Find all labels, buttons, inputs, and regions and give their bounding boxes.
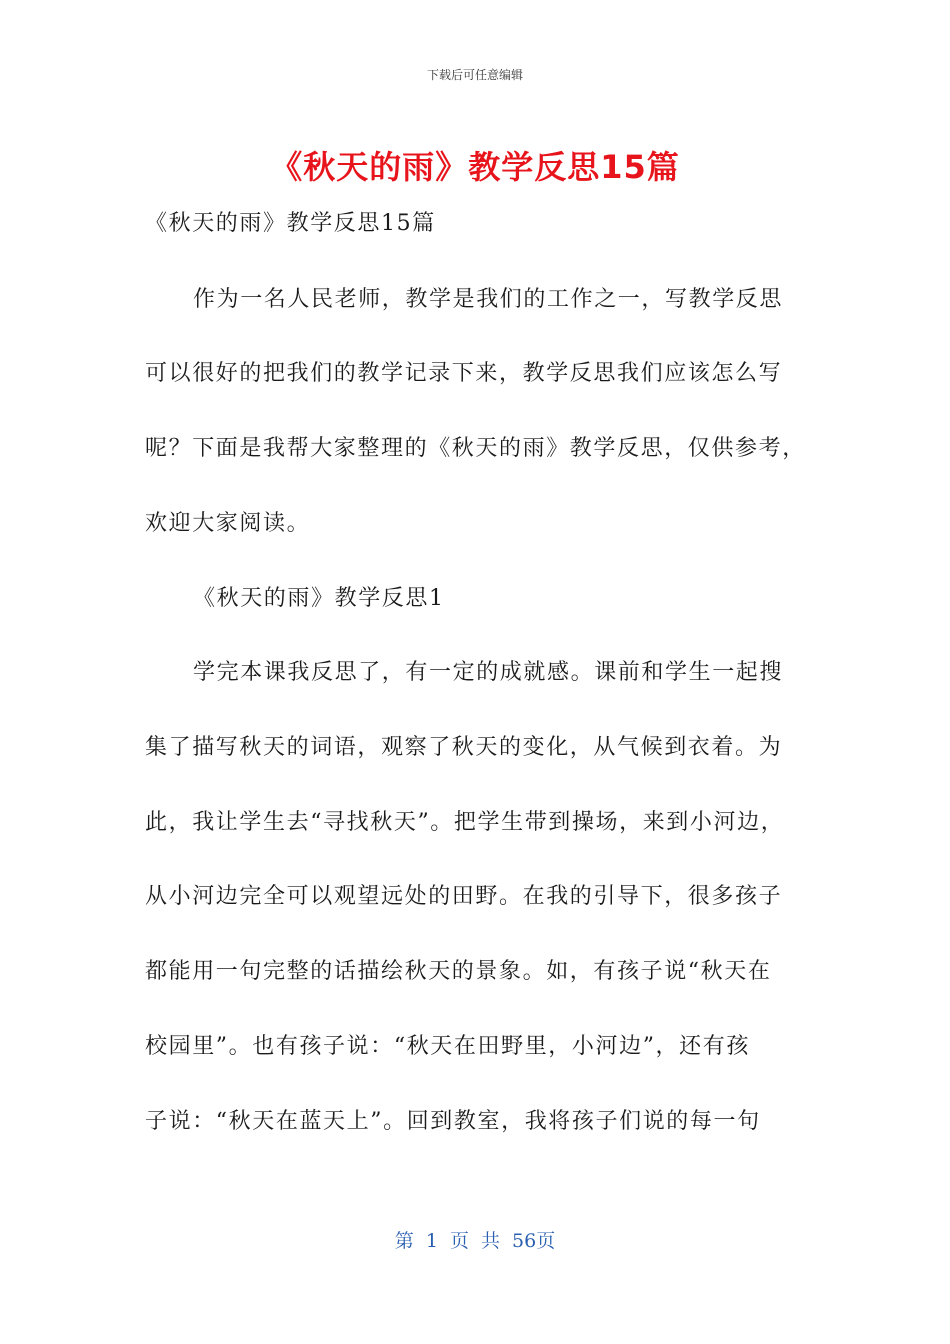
body-line: 子说：“秋天在蓝天上”。回到教室，我将孩子们说的每一句 — [145, 1109, 761, 1134]
intro-line: 可以很好的把我们的教学记录下来，教学反思我们应该怎么写 — [145, 361, 783, 386]
page-footer: 第 1 页 共 56页 — [394, 1230, 556, 1252]
header-note: 下载后可任意编辑 — [426, 68, 523, 82]
intro-line: 呢？下面是我帮大家整理的《秋天的雨》教学反思，仅供参考， — [145, 436, 806, 461]
body-line: 学完本课我反思了，有一定的成就感。课前和学生一起搜 — [193, 660, 784, 685]
section-heading: 《秋天的雨》教学反思1 — [193, 586, 445, 611]
body-line: 校园里”。也有孩子说：“秋天在田野里，小河边”，还有孩 — [145, 1034, 750, 1059]
intro-line: 欢迎大家阅读。 — [145, 511, 311, 536]
subtitle-line: 《秋天的雨》教学反思15篇 — [145, 211, 436, 236]
body-line: 此，我让学生去“寻找秋天”。把学生带到操场，来到小河边， — [145, 810, 785, 835]
body-line: 集了描写秋天的词语，观察了秋天的变化，从气候到衣着。为 — [145, 735, 783, 760]
intro-line: 作为一名人民老师，教学是我们的工作之一，写教学反思 — [193, 287, 784, 312]
body-line: 从小河边完全可以观望远处的田野。在我的引导下，很多孩子 — [145, 884, 783, 909]
document-title: 《秋天的雨》教学反思15篇 — [270, 148, 680, 186]
body-line: 都能用一句完整的话描绘秋天的景象。如，有孩子说“秋天在 — [145, 959, 772, 984]
